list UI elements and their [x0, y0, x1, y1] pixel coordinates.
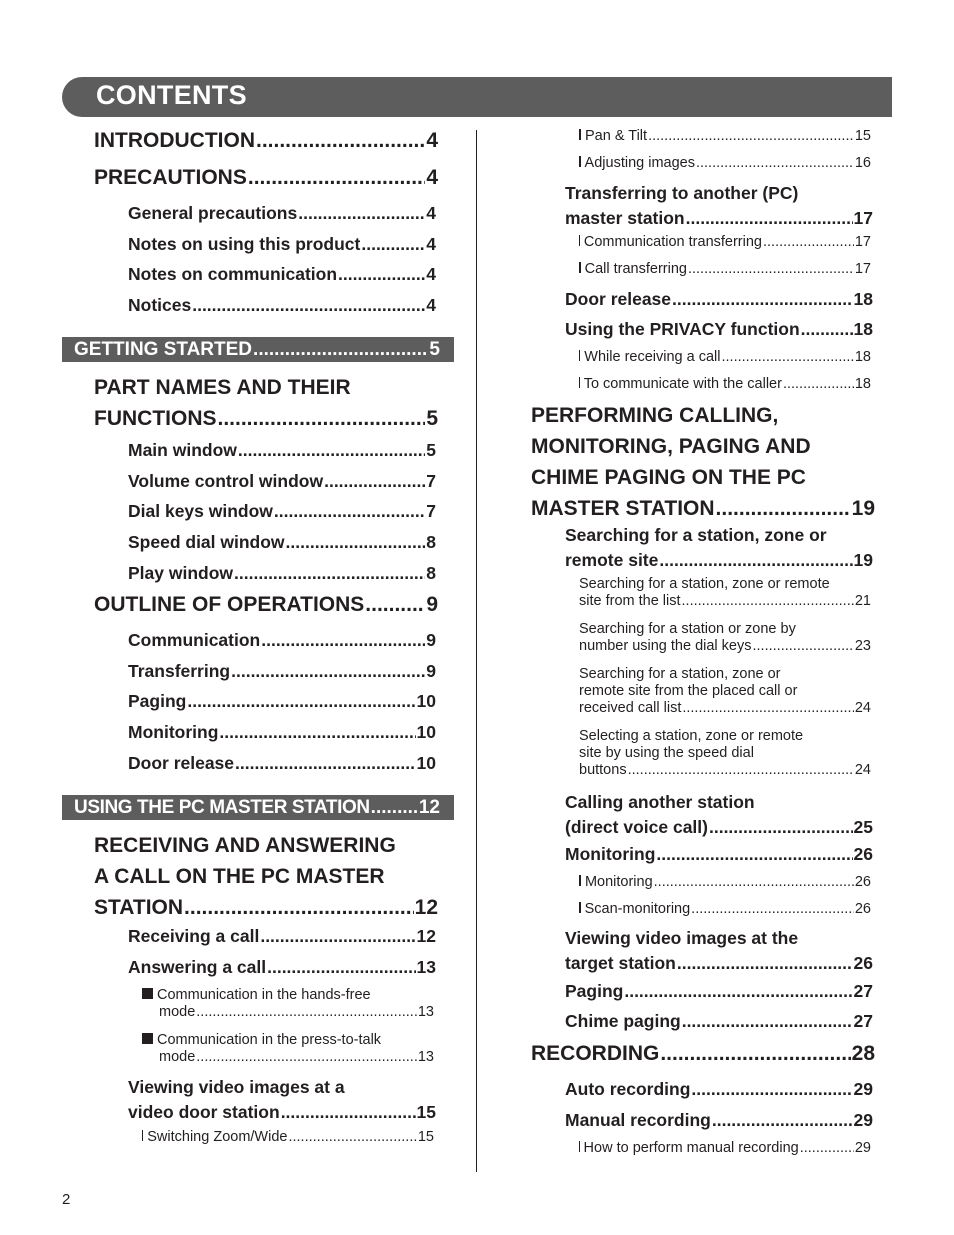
- toc-entry-while-receiving[interactable]: While receiving a call ..... 18: [579, 349, 871, 365]
- square-bullet-icon: [579, 262, 581, 273]
- toc-entry-general-precautions[interactable]: General precautions ..... 4: [128, 203, 436, 224]
- toc-entry-transferring[interactable]: Transferring ..... 9: [128, 661, 436, 682]
- toc-entry-answering-call[interactable]: Answering a call ..... 13: [128, 957, 436, 978]
- square-bullet-icon: [142, 988, 153, 999]
- toc-entry-manual-recording[interactable]: Manual recording ..... 29: [565, 1110, 873, 1131]
- contents-banner: [62, 77, 892, 117]
- square-bullet-icon: [579, 1141, 580, 1152]
- toc-entry-call-transferring[interactable]: Call transferring ..... 17: [579, 261, 871, 277]
- toc-entry-notes-product[interactable]: Notes on using this product ..... 4: [128, 234, 436, 255]
- toc-entry-viewing-door-station[interactable]: Viewing video images at a video door station ..... 15: [128, 1077, 436, 1123]
- toc-entry-press-to-talk[interactable]: Communication in the press-to-talk mode ..... 13: [142, 1032, 434, 1065]
- toc-entry-adjusting-images[interactable]: Adjusting images ..... 16: [579, 155, 871, 171]
- toc-entry-door-release-right[interactable]: Door release ..... 18: [565, 289, 873, 310]
- toc-entry-introduction[interactable]: INTRODUCTION ..... 4: [94, 129, 438, 153]
- toc-entry-how-manual-recording[interactable]: How to perform manual recording ..... 29: [579, 1140, 871, 1156]
- toc-entry-notices[interactable]: Notices ..... 4: [128, 295, 436, 316]
- toc-entry-searching-station[interactable]: Searching for a station, zone or remote site ..... 19: [565, 525, 873, 571]
- toc-entry-notes-communication[interactable]: Notes on communication ..... 4: [128, 264, 436, 285]
- square-bullet-icon: [579, 129, 581, 140]
- toc-entry-search-dial-keys[interactable]: Searching for a station or zone by number using the dial keys ..... 23: [579, 621, 871, 654]
- square-bullet-icon: [142, 1130, 143, 1141]
- toc-entry-communication-transferring[interactable]: Communication transferring ..... 17: [579, 234, 871, 250]
- toc-entry-search-from-list[interactable]: Searching for a station, zone or remote site from the list ..... 21: [579, 576, 871, 609]
- square-bullet-icon: [142, 1033, 153, 1044]
- toc-entry-auto-recording[interactable]: Auto recording ..... 29: [565, 1079, 873, 1100]
- square-bullet-icon: [579, 875, 581, 886]
- toc-entry-search-call-list[interactable]: Searching for a station, zone or remote site from the placed call or received call list ..... 24: [579, 666, 871, 716]
- toc-entry-privacy-function[interactable]: Using the PRIVACY function ..... 18: [565, 319, 873, 340]
- toc-entry-transferring-pc[interactable]: Transferring to another (PC) master station ..... 17: [565, 183, 873, 229]
- square-bullet-icon: [579, 902, 581, 913]
- toc-entry-receiving-call[interactable]: Receiving a call ..... 12: [128, 926, 436, 947]
- toc-entry-dial-keys-window[interactable]: Dial keys window ..... 7: [128, 501, 436, 522]
- section-getting-started[interactable]: GETTING STARTED ..... 5: [62, 337, 454, 362]
- toc-entry-switching-zoom[interactable]: Switching Zoom/Wide ..... 15: [142, 1129, 434, 1145]
- page-number: 2: [62, 1191, 71, 1208]
- toc-entry-monitoring-sub[interactable]: Monitoring ..... 26: [579, 874, 871, 890]
- square-bullet-icon: [579, 377, 580, 388]
- page-title: CONTENTS: [96, 80, 247, 110]
- toc-entry-pan-tilt[interactable]: Pan & Tilt ..... 15: [579, 128, 871, 144]
- toc-entry-calling-another[interactable]: Calling another station (direct voice call) ..... 25: [565, 792, 873, 838]
- toc-entry-recording[interactable]: RECORDING ..... 28: [531, 1042, 875, 1066]
- square-bullet-icon: [579, 350, 580, 361]
- toc-entry-monitoring[interactable]: Monitoring ..... 10: [128, 722, 436, 743]
- toc-entry-search-speed-dial[interactable]: Selecting a station, zone or remote site by using the speed dial buttons ..... 24: [579, 728, 871, 778]
- toc-entry-speed-dial-window[interactable]: Speed dial window ..... 8: [128, 532, 436, 553]
- toc-entry-scan-monitoring[interactable]: Scan-monitoring ..... 26: [579, 901, 871, 917]
- toc-entry-main-window[interactable]: Main window ..... 5: [128, 440, 436, 461]
- toc-entry-monitoring-right[interactable]: Monitoring ..... 26: [565, 844, 873, 865]
- toc-entry-communication[interactable]: Communication ..... 9: [128, 630, 436, 651]
- toc-entry-part-names[interactable]: PART NAMES AND THEIR FUNCTIONS ..... 5: [94, 376, 438, 431]
- toc-entry-hands-free[interactable]: Communication in the hands-free mode ..... 13: [142, 987, 434, 1020]
- column-divider: [476, 130, 477, 1172]
- toc-entry-paging[interactable]: Paging ..... 10: [128, 691, 436, 712]
- toc-entry-door-release[interactable]: Door release ..... 10: [128, 753, 436, 774]
- toc-entry-viewing-target[interactable]: Viewing video images at the target station ..... 26: [565, 928, 873, 974]
- toc-entry-receiving-answering[interactable]: RECEIVING AND ANSWERING A CALL ON THE PC MASTER STATION ..... 12: [94, 834, 438, 920]
- toc-entry-outline-operations[interactable]: OUTLINE OF OPERATIONS ..... 9: [94, 593, 438, 617]
- toc-entry-volume-window[interactable]: Volume control window ..... 7: [128, 471, 436, 492]
- square-bullet-icon: [579, 235, 580, 246]
- toc-entry-paging-right[interactable]: Paging ..... 27: [565, 981, 873, 1002]
- toc-entry-chime-paging[interactable]: Chime paging ..... 27: [565, 1011, 873, 1032]
- square-bullet-icon: [579, 156, 581, 167]
- toc-entry-communicate-caller[interactable]: To communicate with the caller ..... 18: [579, 376, 871, 392]
- toc-entry-performing-calling[interactable]: PERFORMING CALLING, MONITORING, PAGING AND CHIME PAGING ON THE PC MASTER STATION ..... 19: [531, 404, 875, 521]
- toc-entry-precautions[interactable]: PRECAUTIONS ..... 4: [94, 166, 438, 190]
- toc-entry-play-window[interactable]: Play window ..... 8: [128, 563, 436, 584]
- section-using-pc-master-station[interactable]: USING THE PC MASTER STATION ..... 12: [62, 795, 454, 820]
